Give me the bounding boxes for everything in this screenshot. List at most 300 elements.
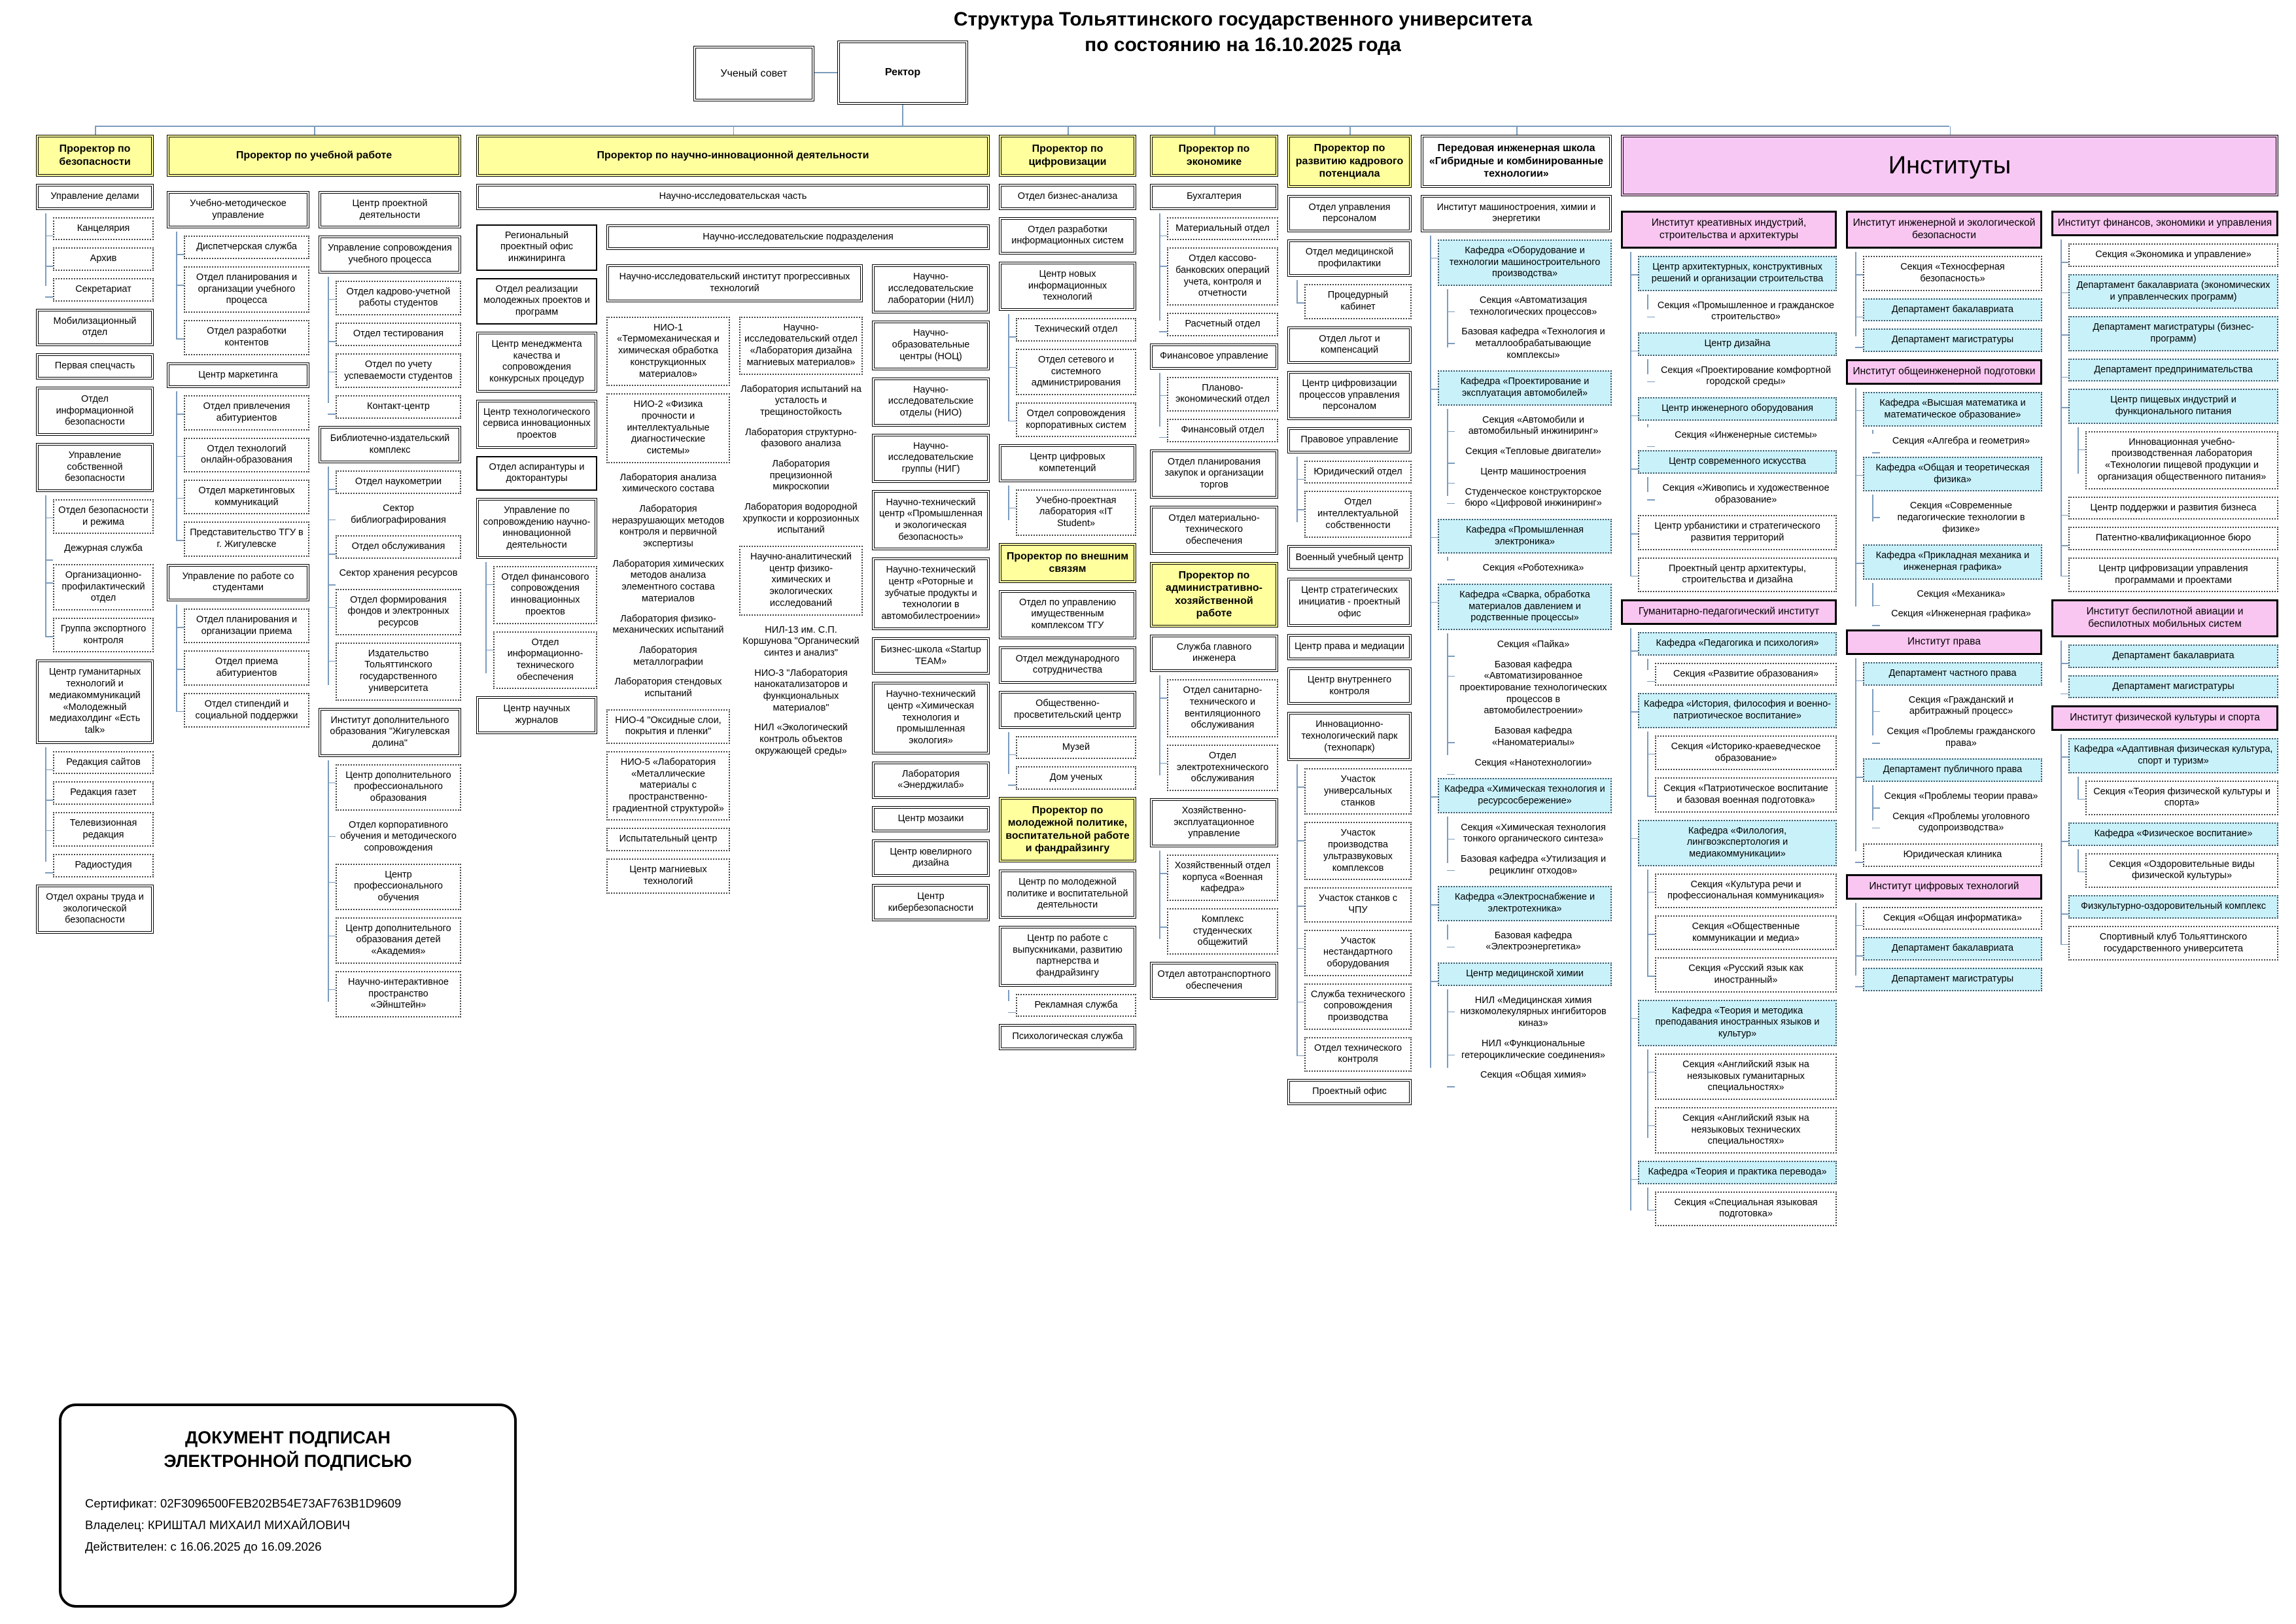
org-node <box>1880 693 2042 720</box>
org-node <box>1150 344 1278 442</box>
org-unit: Отдел приема абитуриентов <box>184 650 309 685</box>
org-children <box>176 609 309 728</box>
org-children <box>1647 481 1837 508</box>
org-node <box>1016 318 1136 342</box>
org-unit: Департамент бакалавриата <box>2068 644 2278 668</box>
org-unit: Кафедра «Промышленная электроника» <box>1438 519 1612 554</box>
org-node <box>872 884 990 921</box>
org-children <box>2078 781 2278 815</box>
org-unit: Секция «Общая химия» <box>1480 1070 1587 1081</box>
org-subcolumn <box>2051 203 2278 968</box>
org-node <box>336 353 461 388</box>
org-unit: Секция «Развитие образования» <box>1655 663 1837 686</box>
org-unit: Кафедра «Оборудование и технологии машиностроительного производства» <box>1438 239 1612 286</box>
org-node <box>999 691 1136 790</box>
org-unit: Лаборатория металлографии <box>633 644 703 667</box>
org-node <box>1455 1068 1612 1084</box>
org-node <box>1455 325 1612 363</box>
org-unit: НИЛ-13 им. С.П. Коршунова "Органический синтез и анализ" <box>742 624 860 658</box>
org-node <box>739 623 863 662</box>
org-node <box>336 323 461 346</box>
org-unit: Финансовое управление <box>1150 344 1278 370</box>
org-node <box>606 709 730 744</box>
org-unit: Базовая кафедра «Автоматизированное проектирование технологических процессов в автомобилестроении» <box>1459 659 1607 716</box>
org-children <box>1647 1192 1837 1226</box>
org-children <box>1447 561 1612 576</box>
org-node <box>1638 397 1837 443</box>
org-node <box>1304 887 1412 922</box>
org-node <box>1638 332 1837 390</box>
org-node <box>2068 644 2278 668</box>
org-unit: Отдел материально-технического обеспечения <box>1150 506 1278 555</box>
org-node <box>1287 545 1412 571</box>
org-node <box>606 393 730 463</box>
org-unit: Кафедра «Прикладная механика и инженерная графика» <box>1863 544 2042 579</box>
org-children <box>1872 789 2042 836</box>
org-node <box>1655 1107 1837 1154</box>
org-unit: Лаборатория структурно-фазового анализа <box>745 427 857 450</box>
org-node <box>606 224 990 251</box>
org-children <box>1872 499 2042 537</box>
org-node <box>1150 506 1278 555</box>
org-node <box>184 236 309 259</box>
org-node <box>1287 712 1412 1072</box>
org-unit: Центр менеджмента качества и сопровождения конкурсных процедур <box>476 332 597 393</box>
org-node <box>1638 632 1837 686</box>
org-unit: Секция «Общая информатика» <box>1863 907 2042 930</box>
org-unit: Отдел реализации молодежных проектов и программ <box>476 278 597 325</box>
org-unit: Лаборатория испытаний на усталость и трещиностойкость <box>740 383 861 417</box>
org-node <box>1621 599 1837 1226</box>
org-unit: Управление по работе со студентами <box>167 564 309 601</box>
org-node <box>1438 519 1612 576</box>
org-column <box>1150 135 1278 1007</box>
org-node <box>1455 637 1612 653</box>
org-unit: Секция «Тепловые двигатели» <box>1465 446 1601 457</box>
org-column <box>1287 135 1412 1112</box>
column-header: Проректор по развитию кадрового потенциала <box>1287 135 1412 188</box>
org-column <box>1621 135 2278 1233</box>
org-unit: Отдел электротехнического обслуживания <box>1167 745 1278 791</box>
org-unit: Управление собственной безопасности <box>36 443 154 492</box>
org-unit: Финансовый отдел <box>1167 419 1278 442</box>
org-node <box>739 425 863 452</box>
org-node <box>167 564 309 728</box>
org-node <box>1846 359 2042 622</box>
org-node <box>999 870 1136 919</box>
org-children <box>1447 413 1612 512</box>
org-unit: Институт права <box>1846 629 2042 655</box>
org-unit: Участок станков с ЧПУ <box>1304 887 1412 922</box>
org-node <box>1638 515 1837 550</box>
org-children <box>1008 318 1136 437</box>
org-unit: Диспетчерская служба <box>184 236 309 259</box>
org-node <box>1863 392 2042 450</box>
org-unit: Центр профессионального обучения <box>336 864 461 910</box>
org-unit: НИО-1 «Термомеханическая и химическая обработка конструкционных материалов» <box>606 317 730 386</box>
org-node <box>1655 1053 1837 1100</box>
org-unit: Кафедра «Адаптивная физическая культура, спорт и туризм» <box>2068 738 2278 773</box>
org-node <box>1287 578 1412 627</box>
org-node <box>476 278 597 325</box>
org-node <box>184 693 309 728</box>
org-unit: Центр по работе с выпускниками, развитию партнерства и фандрайзингу <box>999 926 1136 987</box>
org-unit: Научно-исследовательские лаборатории (НИЛ) <box>872 264 990 313</box>
org-row <box>476 217 990 929</box>
org-node <box>184 266 309 313</box>
org-node <box>1150 184 1278 336</box>
org-unit: Лаборатория химических методов анализа элементного состава материалов <box>612 558 724 604</box>
org-node <box>739 720 863 759</box>
org-unit: Кафедра «Педагогика и психология» <box>1638 632 1837 656</box>
org-unit: Центр дизайна <box>1638 332 1837 356</box>
org-node <box>999 217 1136 255</box>
org-unit: Научно-исследовательский отдел «Лаборатория дизайна магниевых материалов» <box>739 317 863 375</box>
org-unit: Отдел охраны труда и экологической безопасности <box>36 885 154 934</box>
org-children <box>176 236 309 355</box>
org-node <box>1287 1079 1412 1105</box>
org-node <box>1638 256 1837 325</box>
org-unit: Секция «Инженерная графика» <box>1891 609 2031 620</box>
org-unit: Отдел автотранспортного обеспечения <box>1150 962 1278 999</box>
org-children <box>1647 298 1837 325</box>
org-node <box>1880 809 2042 836</box>
org-unit: Отдел по управлению имущественным комплексом ТГУ <box>999 590 1136 639</box>
org-node <box>1016 736 1136 760</box>
org-unit: Отдел управления персоналом <box>1287 195 1412 232</box>
org-node <box>336 917 461 964</box>
org-column <box>1421 135 1612 1088</box>
org-node <box>1863 662 2042 751</box>
org-node <box>2068 675 2278 699</box>
org-unit: Отдел финансового сопровождения инновационных проектов <box>493 566 597 624</box>
org-children <box>2078 431 2278 489</box>
org-row <box>1621 203 2278 1233</box>
org-children <box>1447 821 1612 879</box>
org-node <box>1287 195 1412 232</box>
org-unit: Лаборатория стендовых испытаний <box>614 677 722 699</box>
org-unit: Отдел льгот и компенсаций <box>1287 327 1412 364</box>
org-node <box>1016 349 1136 395</box>
org-node <box>1287 634 1412 660</box>
org-node <box>606 317 730 386</box>
org-unit: Отдел кадрово-учетной работы студентов <box>336 281 461 315</box>
org-unit: Секция «Английский язык на неязыковых технических специальностях» <box>1655 1107 1837 1154</box>
org-unit: Процедурный кабинет <box>1304 284 1412 319</box>
org-unit: Хозяйственно-эксплуатационное управление <box>1150 798 1278 847</box>
org-node <box>606 828 730 851</box>
org-unit: Сектор хранения ресурсов <box>339 568 458 578</box>
org-unit: Центр кибербезопасности <box>872 884 990 921</box>
org-children <box>1855 662 2042 867</box>
council-rector-connector <box>814 72 837 73</box>
org-node <box>872 321 990 370</box>
org-node <box>872 839 990 877</box>
org-unit: Рекламная служба <box>1016 994 1136 1017</box>
org-unit: Технический отдел <box>1016 318 1136 342</box>
org-children <box>45 217 154 302</box>
org-children <box>1855 256 2042 352</box>
org-unit: Департамент магистратуры (бизнес-программ) <box>2068 316 2278 351</box>
org-node <box>1016 766 1136 790</box>
org-unit: Департамент частного права <box>1863 662 2042 686</box>
org-node <box>739 546 863 615</box>
validity-line: Действителен: с 16.06.2025 до 16.09.2026 <box>85 1539 322 1553</box>
org-subcolumn <box>319 184 461 1025</box>
org-unit: Центр дополнительного профессионального образования <box>336 764 461 811</box>
org-unit: Секция «Современные педагогические технологии в физике» <box>1897 501 2025 535</box>
org-unit: Расчетный отдел <box>1167 313 1278 336</box>
org-node <box>1455 1036 1612 1063</box>
org-unit: Центр пищевых индустрий и функционального питания <box>2068 389 2278 423</box>
org-unit: Отдел наукометрии <box>336 470 461 494</box>
org-unit: Кафедра «Филология, лингвоэкспертология и медиакоммуникации» <box>1638 820 1837 866</box>
org-node <box>1638 693 1837 812</box>
org-unit: Секция «Культура речи и профессиональная коммуникация» <box>1655 874 1837 908</box>
org-node <box>606 675 730 701</box>
org-unit: Центр внутреннего контроля <box>1287 667 1412 705</box>
org-unit: Секция «Автоматизация технологических процессов» <box>1469 294 1597 317</box>
org-node <box>1304 461 1412 484</box>
org-unit: Институт инженерной и экологической безопасности <box>1846 211 2042 249</box>
org-node <box>184 609 309 643</box>
org-node <box>1455 465 1612 480</box>
org-unit: Центр новых информационных технологий <box>999 262 1136 311</box>
signature-title-line2: ЭЛЕКТРОННОЙ ПОДПИСЬЮ <box>164 1451 412 1472</box>
org-unit: Гуманитарно-педагогический институт <box>1621 599 1837 625</box>
org-node <box>336 470 461 494</box>
org-unit: Научно-аналитический центр физико-химических и экологических исследований <box>739 546 863 615</box>
org-node <box>53 564 154 610</box>
org-unit: Секция «Гражданский и арбитражный процесс» <box>1908 694 2014 717</box>
org-unit: Отдел медицинской профилактики <box>1287 239 1412 277</box>
org-children <box>1008 736 1136 790</box>
org-node <box>36 387 154 436</box>
org-node <box>319 236 461 419</box>
org-unit: Центр технологического сервиса инновационных проектов <box>476 400 597 449</box>
org-children <box>328 764 461 1017</box>
org-node <box>336 535 461 559</box>
org-node <box>319 191 461 228</box>
column-header: Проректор по цифровизации <box>999 135 1136 177</box>
org-children <box>2078 853 2278 888</box>
org-node <box>1304 768 1412 815</box>
org-unit: Редакция газет <box>53 781 154 805</box>
org-unit: Отдел обслуживания <box>336 535 461 559</box>
org-node <box>1167 313 1278 336</box>
org-unit: Секция «Химическая технология тонкого органического синтеза» <box>1461 822 1606 845</box>
org-unit: НИО-5 «Лаборатория «Металлические материалы с пространственно-градиентной структурой» <box>606 751 730 821</box>
org-node <box>2085 781 2278 815</box>
org-unit: Департамент бакалавриата <box>1863 298 2042 322</box>
org-node <box>36 660 154 877</box>
org-node <box>872 378 990 427</box>
org-children <box>1159 855 1278 955</box>
org-subcolumn <box>739 309 863 764</box>
org-unit: Кафедра «Сварка, обработка материалов давлением и родственные процессы» <box>1438 584 1612 630</box>
org-node <box>999 262 1136 437</box>
org-unit: Музей <box>1016 736 1136 760</box>
org-unit: Бизнес-школа «Startup TEAM» <box>872 637 990 675</box>
org-unit: Институт креативных индустрий, строительства и архитектуры <box>1621 211 1837 249</box>
org-unit: Управление делами <box>36 184 154 210</box>
org-node <box>2085 853 2278 888</box>
org-node <box>1455 413 1612 440</box>
org-unit: Отдел технического контроля <box>1304 1037 1412 1072</box>
org-unit: Отдел интеллектуальной собственности <box>1304 491 1412 537</box>
org-node <box>2068 243 2278 267</box>
org-node <box>1455 821 1612 847</box>
org-unit: Секция «Историко-краеведческое образование» <box>1655 735 1837 770</box>
org-node <box>606 264 863 302</box>
org-unit: Отдел стипендий и социальной поддержки <box>184 693 309 728</box>
org-column <box>999 135 1136 1057</box>
org-node <box>2068 895 2278 919</box>
org-unit: Комплекс студенческих общежитий <box>1167 908 1278 955</box>
org-unit: Институт беспилотной авиации и беспилотных мобильных систем <box>2051 599 2278 637</box>
org-unit: Секция «Патриотическое воспитание и базовая военная подготовка» <box>1655 777 1837 812</box>
org-children <box>2061 644 2278 698</box>
org-unit: Секция «Общественные коммуникации и медиа» <box>1655 915 1837 950</box>
org-unit: Проектный офис <box>1287 1079 1412 1105</box>
org-node <box>1287 427 1412 537</box>
org-unit: Секция «Проектирование комфортной городской среды» <box>1660 364 1832 387</box>
org-unit: Центр магниевых технологий <box>606 858 730 893</box>
org-node <box>999 590 1136 639</box>
org-children <box>1159 377 1278 442</box>
org-node <box>1655 1192 1837 1226</box>
org-children <box>45 499 154 653</box>
org-node <box>1150 798 1278 955</box>
org-unit: Секция «Роботехника» <box>1482 563 1584 574</box>
org-node <box>1863 256 2042 291</box>
org-unit: Центр ювелирного дизайна <box>872 839 990 877</box>
org-node <box>36 309 154 346</box>
org-node <box>1655 428 1837 444</box>
org-node <box>1167 217 1278 241</box>
org-node <box>1863 843 2042 867</box>
org-node <box>2068 389 2278 489</box>
owner-line: Владелец: КРИШТАЛ МИХАИЛ МИХАЙЛОВИЧ <box>85 1517 351 1532</box>
org-node <box>53 499 154 534</box>
org-unit: Служба главного инженера <box>1150 635 1278 672</box>
org-unit: Отдел кассово-банковских операций учета, контроля и отчетности <box>1167 247 1278 306</box>
org-node <box>184 320 309 355</box>
org-unit: Институт финансов, экономики и управления <box>2051 211 2278 236</box>
org-node <box>336 589 461 635</box>
org-unit: Научно-технический центр «Химическая технология и промышленная экология» <box>872 682 990 754</box>
org-column <box>476 135 990 928</box>
org-unit: Проектный центр архитектуры, строительства и дизайна <box>1638 557 1837 592</box>
org-unit: Научно-образовательные центры (НОЦ) <box>872 321 990 370</box>
org-node <box>1455 928 1612 955</box>
org-unit: Представительство ТГУ в г. Жигулевске <box>184 521 309 556</box>
page-title-line1: Структура Тольяттинского государственного университета <box>953 9 1533 30</box>
org-unit: Участок производства ультразвуковых комплексов <box>1304 822 1412 880</box>
org-unit: Бухгалтерия <box>1150 184 1278 210</box>
org-node <box>2068 527 2278 550</box>
org-unit: Отдел бизнес-анализа <box>999 184 1136 210</box>
org-unit: Дом ученых <box>1016 766 1136 790</box>
org-node <box>53 751 154 775</box>
org-row <box>606 309 863 901</box>
org-node <box>184 521 309 556</box>
org-unit: Лаборатория анализа химического состава <box>619 472 717 495</box>
org-children <box>1872 693 2042 752</box>
org-node <box>1863 968 2042 991</box>
org-unit: Департамент бакалавриата <box>1863 937 2042 961</box>
org-children <box>1630 256 1837 592</box>
org-unit: Отдел тестирования <box>336 323 461 346</box>
org-node <box>336 566 461 582</box>
org-unit: Мобилизационный отдел <box>36 309 154 346</box>
column-header: Институты <box>1621 135 2278 196</box>
org-node <box>1655 874 1837 908</box>
org-node <box>1638 557 1837 592</box>
org-unit: НИЛ «Медицинская химия низкомолекулярных ингибиторов киназ» <box>1460 995 1607 1029</box>
org-unit: Дежурная служба <box>64 543 143 554</box>
org-node <box>872 762 990 799</box>
org-unit: Секция «Инженерные системы» <box>1675 429 1817 440</box>
org-unit: Секция «Промышленное и гражданское строительство» <box>1657 300 1835 323</box>
org-node <box>1863 544 2042 622</box>
org-node <box>2051 211 2278 592</box>
org-unit: Секция «Пайка» <box>1497 639 1570 650</box>
org-children <box>1872 434 2042 450</box>
org-node <box>2068 274 2278 309</box>
org-subcolumn <box>1621 203 1837 1233</box>
org-children <box>485 566 597 690</box>
org-unit: Научно-интерактивное пространство «Эйнштейн» <box>336 971 461 1017</box>
org-node <box>36 353 154 380</box>
org-unit: Кафедра «История, философия и военно-патриотическое воспитание» <box>1638 693 1837 728</box>
org-unit: Хозяйственный отдел корпуса «Военная кафедра» <box>1167 855 1278 901</box>
org-node <box>336 764 461 811</box>
org-node <box>2068 359 2278 382</box>
org-node <box>872 557 990 629</box>
org-node <box>1455 756 1612 771</box>
org-node <box>999 926 1136 1017</box>
org-node <box>1455 724 1612 750</box>
org-children <box>1296 284 1412 319</box>
org-unit: Отдел информационно-технического обеспечения <box>493 631 597 690</box>
org-subcolumn <box>476 217 597 741</box>
org-subcolumn <box>606 257 863 900</box>
org-node <box>476 456 597 491</box>
org-children <box>1647 735 1837 813</box>
org-children <box>328 470 461 700</box>
org-unit: Юридический отдел <box>1304 461 1412 484</box>
org-node <box>1880 587 2042 603</box>
org-node <box>1287 371 1412 420</box>
org-unit: Архив <box>53 247 154 271</box>
org-unit: Группа экспортного контроля <box>53 618 154 652</box>
org-node <box>2068 497 2278 520</box>
org-subcolumn <box>167 184 309 735</box>
org-children <box>1296 768 1412 1072</box>
org-node <box>872 490 990 551</box>
org-unit: Физкультурно-оздоровительный комплекс <box>2068 895 2278 919</box>
org-node <box>53 854 154 877</box>
org-unit: Департамент предпринимательства <box>2068 359 2278 382</box>
org-node <box>1421 195 1612 1084</box>
org-node <box>1846 629 2042 867</box>
column-header: Проректор по экономике <box>1150 135 1278 177</box>
org-unit: Отдел планирования и организации приема <box>184 609 309 643</box>
org-unit: Проректор по административно-хозяйственной работе <box>1150 562 1278 627</box>
org-node <box>476 332 597 393</box>
org-children <box>45 751 154 877</box>
